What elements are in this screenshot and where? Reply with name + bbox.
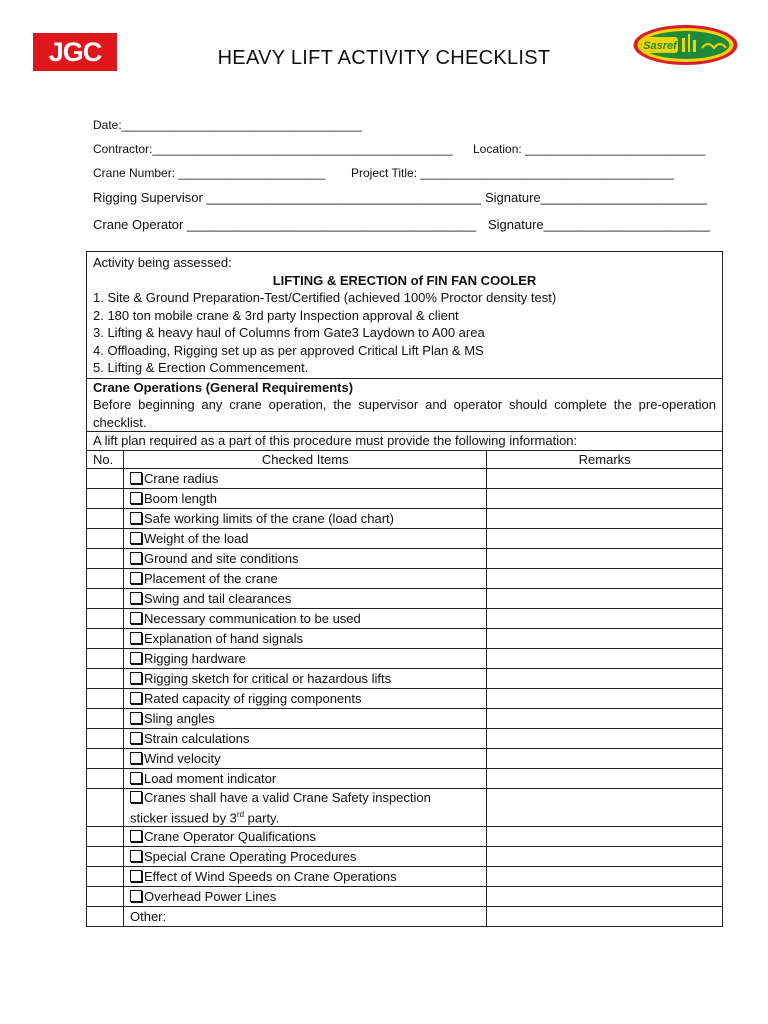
activity-label: Activity being assessed:	[93, 255, 232, 270]
item-label: party.	[244, 810, 280, 826]
remarks-cell[interactable]	[487, 549, 723, 569]
signature-field-1[interactable]: Signature_______________________	[485, 190, 707, 205]
item-label: Sling angles	[143, 711, 215, 726]
remarks-cell[interactable]	[487, 669, 723, 689]
table-row	[87, 729, 723, 749]
remarks-cell[interactable]	[487, 629, 723, 649]
remarks-cell[interactable]	[487, 489, 723, 509]
checkbox[interactable]	[130, 532, 142, 544]
item-cell	[123, 549, 486, 569]
row-number-cell	[87, 689, 124, 709]
table-row	[87, 629, 723, 649]
item-label: Weight of the load	[143, 531, 249, 546]
row-number-cell	[87, 489, 124, 509]
ordinal-suffix: rd	[236, 810, 245, 819]
table-row	[87, 469, 723, 489]
row-number-cell	[87, 569, 124, 589]
checkbox[interactable]	[130, 512, 142, 524]
table-row	[87, 769, 723, 789]
checkbox[interactable]	[130, 752, 142, 764]
table-row	[87, 789, 723, 827]
row-number-cell	[87, 469, 124, 489]
remarks-cell[interactable]	[487, 907, 723, 927]
header-remarks: Remarks	[487, 450, 723, 469]
table-row	[87, 549, 723, 569]
remarks-cell[interactable]	[487, 729, 723, 749]
item-cell	[123, 669, 486, 689]
item-cell	[123, 789, 486, 827]
item-cell	[123, 649, 486, 669]
item-label: Rigging hardware	[143, 651, 246, 666]
row-number-cell	[87, 907, 124, 927]
item-label: Overhead Power Lines	[143, 889, 277, 905]
table-row	[87, 709, 723, 729]
remarks-cell[interactable]	[487, 789, 723, 827]
table-row	[87, 609, 723, 629]
item-label: Swing and tail clearances	[143, 591, 292, 606]
checkbox[interactable]	[130, 632, 142, 644]
activity-step: 5. Lifting & Erection Commencement.	[93, 360, 309, 375]
activity-step: 4. Offloading, Rigging set up as per approved Critical Lift Plan & MS	[93, 342, 484, 358]
item-label: sticker issued by 3	[129, 810, 237, 826]
table-row	[87, 529, 723, 549]
item-cell	[123, 887, 486, 907]
table-row	[87, 689, 723, 709]
crane-number-field[interactable]: Crane Number: ______________________	[93, 166, 326, 180]
item-label: Strain calculations	[143, 731, 250, 746]
item-cell	[123, 609, 486, 629]
item-label: Rated capacity of rigging components	[143, 691, 362, 706]
item-label: Placement of the crane	[143, 571, 278, 586]
checkbox[interactable]	[130, 870, 142, 882]
checkbox[interactable]	[130, 592, 142, 604]
row-number-cell	[87, 867, 124, 887]
item-cell	[123, 827, 486, 847]
activity-step: 1. Site & Ground Preparation-Test/Certified (achieved 100% Proctor density test)	[93, 290, 557, 305]
item-cell	[123, 469, 486, 489]
remarks-cell[interactable]	[487, 509, 723, 529]
item-cell	[123, 509, 486, 529]
row-number-cell	[87, 669, 124, 689]
svg-text:Sasref: Sasref	[643, 40, 677, 52]
header-checked-items: Checked Items	[123, 450, 486, 469]
checkbox[interactable]	[130, 552, 142, 564]
row-number-cell	[87, 847, 124, 867]
crane-operations-text: Before beginning any crane operation, the supervisor and operator should complete the pre-operation checklist.	[93, 397, 716, 430]
remarks-cell[interactable]	[487, 769, 723, 789]
remarks-cell[interactable]	[487, 827, 723, 847]
table-row	[87, 669, 723, 689]
date-field[interactable]: Date:____________________________________	[93, 118, 362, 132]
project-title-field[interactable]: Project Title: ______________________________________	[351, 166, 674, 180]
row-number-cell	[87, 709, 124, 729]
jgc-logo: JGC	[33, 33, 117, 71]
activity-step: 2. 180 ton mobile crane & 3rd party Inspection approval & client	[93, 307, 459, 323]
row-number-cell	[87, 529, 124, 549]
remarks-cell[interactable]	[487, 469, 723, 489]
remarks-cell[interactable]	[487, 589, 723, 609]
remarks-cell[interactable]	[487, 887, 723, 907]
item-cell	[123, 749, 486, 769]
checkbox[interactable]	[130, 791, 142, 803]
page-title: HEAVY LIFT ACTIVITY CHECKLIST	[217, 47, 551, 69]
table-row	[87, 749, 723, 769]
table-row	[87, 907, 723, 927]
item-label: Explanation of hand signals	[143, 631, 303, 646]
item-cell	[123, 489, 486, 509]
row-number-cell	[87, 649, 124, 669]
signature-field-2[interactable]: Signature_______________________	[488, 217, 710, 232]
item-label: Safe working limits of the crane (load chart)	[143, 511, 394, 526]
row-number-cell	[87, 729, 124, 749]
remarks-cell[interactable]	[487, 689, 723, 709]
item-label: Necessary communication to be used	[143, 611, 361, 626]
item-label: Ground and site conditions	[143, 551, 299, 566]
row-number-cell	[87, 827, 124, 847]
remarks-cell[interactable]	[487, 529, 723, 549]
row-number-cell	[87, 549, 124, 569]
row-number-cell	[87, 609, 124, 629]
table-row	[87, 589, 723, 609]
table-row	[87, 867, 723, 887]
item-cell	[123, 729, 486, 749]
checkbox[interactable]	[130, 830, 142, 842]
lift-plan-text: A lift plan required as a part of this procedure must provide the following information:	[87, 432, 723, 451]
checkbox[interactable]	[130, 772, 142, 784]
contractor-field[interactable]: Contractor:_____________________________________________	[93, 142, 453, 156]
checklist-table	[86, 251, 723, 927]
header-no: No.	[87, 450, 124, 469]
table-row	[87, 649, 723, 669]
checkbox[interactable]	[130, 572, 142, 584]
lift-plan-row	[87, 432, 723, 451]
crane-operations-heading: Crane Operations (General Requirements)	[93, 379, 354, 395]
checkbox[interactable]	[130, 652, 142, 664]
table-row	[87, 509, 723, 529]
rigging-supervisor-field[interactable]: Rigging Supervisor ______________________________________	[93, 190, 482, 205]
activity-step: 3. Lifting & heavy haul of Columns from Gate3 Laydown to A00 area	[93, 325, 485, 340]
item-label: Special Crane Operating Procedures	[143, 849, 357, 865]
remarks-cell[interactable]	[487, 709, 723, 729]
item-label: Wind velocity	[143, 751, 221, 766]
activity-section	[87, 252, 723, 379]
table-row	[87, 489, 723, 509]
item-cell	[123, 867, 486, 887]
item-label: Crane Operator Qualifications	[143, 829, 316, 845]
row-number-cell	[87, 629, 124, 649]
checkbox[interactable]	[130, 712, 142, 724]
item-cell	[123, 769, 486, 789]
remarks-cell[interactable]	[487, 649, 723, 669]
row-number-cell	[87, 589, 124, 609]
header-row	[87, 450, 723, 469]
item-cell	[123, 529, 486, 549]
item-label: Load moment indicator	[143, 771, 277, 786]
item-cell	[123, 689, 486, 709]
location-field[interactable]: Location: ___________________________	[473, 142, 706, 156]
row-number-cell	[87, 789, 124, 827]
item-label: Boom length	[143, 491, 217, 506]
remarks-cell[interactable]	[487, 609, 723, 629]
remarks-cell[interactable]	[487, 749, 723, 769]
item-label: Effect of Wind Speeds on Crane Operations	[143, 869, 397, 885]
item-cell	[123, 629, 486, 649]
table-row	[87, 827, 723, 847]
table-row	[87, 847, 723, 867]
row-number-cell	[87, 887, 124, 907]
item-cell	[123, 709, 486, 729]
checkbox[interactable]	[130, 692, 142, 704]
checkbox[interactable]	[130, 672, 142, 684]
checkbox[interactable]	[130, 492, 142, 504]
checkbox[interactable]	[130, 850, 142, 862]
item-label: Rigging sketch for critical or hazardous lifts	[143, 671, 392, 686]
checkbox[interactable]	[130, 890, 142, 902]
other-label: Other:	[123, 907, 486, 927]
remarks-cell[interactable]	[487, 867, 723, 887]
checkbox[interactable]	[130, 732, 142, 744]
item-cell	[123, 569, 486, 589]
activity-heading: LIFTING & ERECTION of FIN FAN COOLER	[272, 272, 537, 288]
table-row	[87, 887, 723, 907]
checkbox[interactable]	[130, 472, 142, 484]
item-cell	[123, 589, 486, 609]
crane-operator-field[interactable]: Crane Operator ________________________________________	[93, 217, 477, 232]
remarks-cell[interactable]	[487, 847, 723, 867]
item-cell	[123, 847, 486, 867]
table-row	[87, 569, 723, 589]
item-label: Crane radius	[143, 471, 219, 486]
crane-operations-section	[87, 378, 723, 432]
row-number-cell	[87, 749, 124, 769]
row-number-cell	[87, 769, 124, 789]
checkbox[interactable]	[130, 612, 142, 624]
row-number-cell	[87, 509, 124, 529]
item-label: Cranes shall have a valid Crane Safety inspection	[143, 790, 431, 805]
remarks-cell[interactable]	[487, 569, 723, 589]
